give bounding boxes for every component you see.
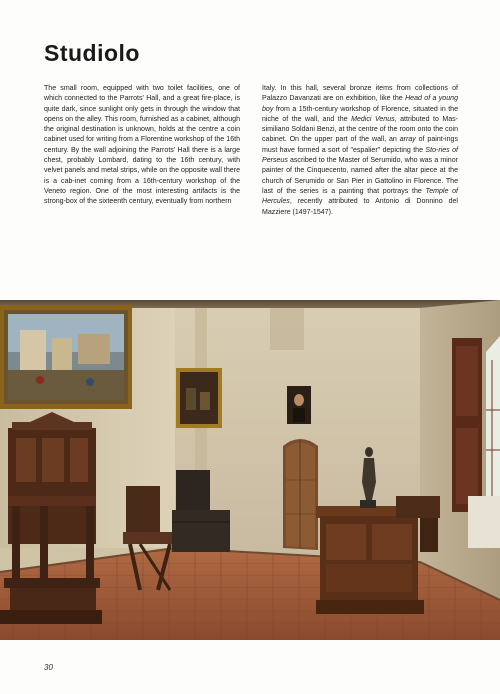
right-text-4: of paint-ings must have formed a sort of "espalier" depicting the <box>262 136 458 154</box>
right-text-5: ascribed to the Master of Serumido, who was a minor painter of the Cinquecento, named after the altar piece at the church of Serumido or San Pier in Gattolino in Florence. The last of the series is a painting that portrays the <box>262 157 458 195</box>
right-column <box>262 84 458 218</box>
right-column-text <box>262 84 458 218</box>
left-column-text: The small room, equipped with two toilet facilities, one of which connected to the Parrots' Hall, and a great fire-place, is quite dark, since sunlight only gets in through the window that opens on the alley. This room, furnished as a cabinet, although the original destination is unknown, holds at the centre a coin cabinet used for writing from a Florentine workshop of the 16th century. By the wall adjoining the Parrots' Hall there is a large chest, probably Lombard, dating to the 16th century, with velvet panels and metal strips, while on the opposite wall there is a cab-inet coming from a 16th-century workshop of the Veneto region. One of the most interesting artifacts is the strong-box of the sixteenth century, eventually from northern <box>44 85 240 206</box>
artwork-title-perseus: Sto-ries of Perseus <box>262 146 458 165</box>
right-text-3: , attributed to Mas-similiano Soldani Benzi, at the centre of the room onto the coin cabinet. On the upper part of the wall, an <box>262 115 459 144</box>
artwork-title-head-young-boy: Head of a young boy <box>262 95 458 113</box>
page-number: 30 <box>44 663 53 672</box>
text-columns <box>44 84 458 224</box>
artwork-title-medici-venus: Medici Venus <box>351 115 395 123</box>
right-text-6: , recently attributed to Antonio di Donnino del Mazziere (1497-1547). <box>262 198 458 216</box>
page-title: Studiolo <box>44 40 140 66</box>
left-column <box>44 84 240 208</box>
right-text-2: from a 15th-century workshop of Florence, situated in the niche of the wall, and the <box>262 105 458 123</box>
right-text-1: Italy. In this hall, several bronze items from collections of Palazzo Davanzati are on exhibition, like the <box>262 85 458 103</box>
array-word: array <box>399 136 416 144</box>
room-photograph <box>0 300 500 640</box>
artwork-title-temple-hercules: Temple of Hercules <box>262 187 458 206</box>
